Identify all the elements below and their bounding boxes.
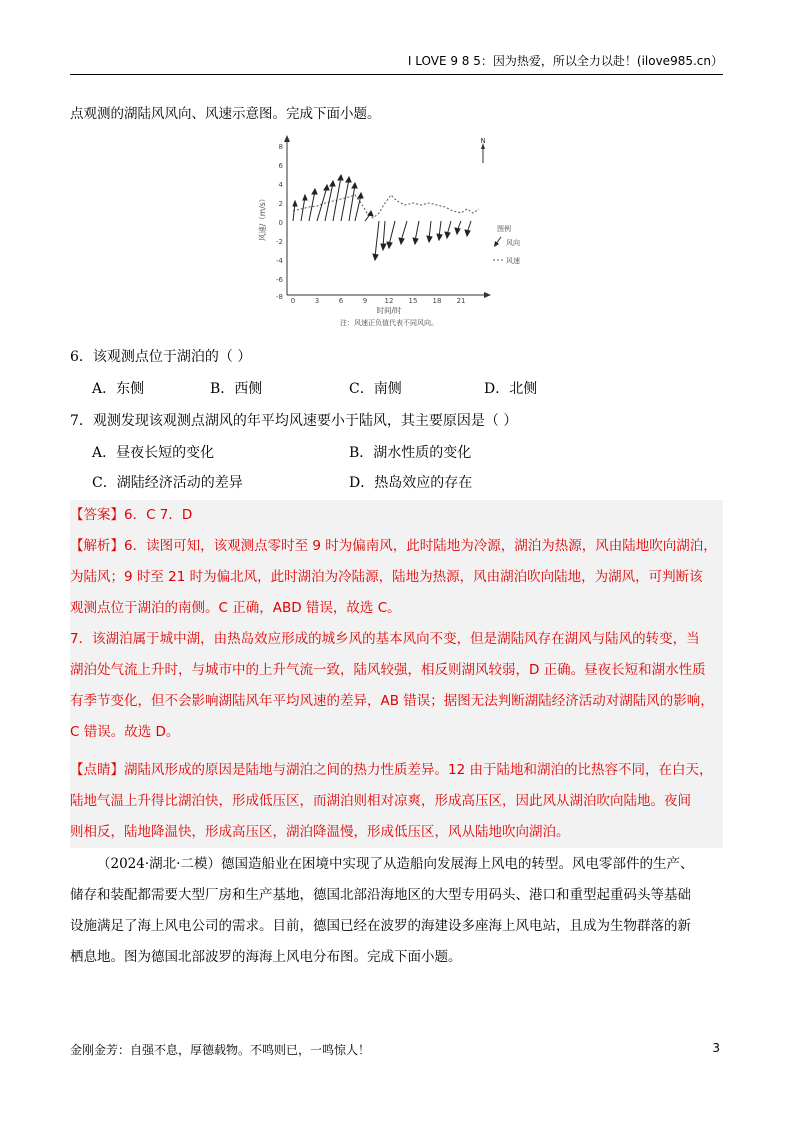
- next-passage-line: 设施满足了海上风电公司的需求。目前，德国已经在波罗的海建设多座海上风电站，且成为生物群落的新: [70, 918, 691, 934]
- y-tick: -2: [276, 238, 283, 246]
- question-7-stem: 7．观测发现该观测点湖风的年平均风速要小于陆风，其主要原因是（ ）: [70, 413, 518, 429]
- y-tick: 0: [278, 219, 283, 227]
- x-tick: 18: [432, 297, 442, 305]
- legend-title: 图例: [497, 225, 511, 233]
- x-axis-label: 时间/时: [376, 306, 402, 315]
- y-axis-arrow: [284, 135, 290, 142]
- q7-option-d: D．热岛效应的存在: [349, 475, 473, 491]
- highlight-line: 则相反，陆地降温快，形成高压区，湖泊降温慢，形成低压区，风从陆地吹向湖泊。: [70, 824, 570, 840]
- x-tick: 21: [456, 297, 466, 305]
- analysis-line: 有季节变化，但不会影响湖陆风年平均风速的差异，AB 错误；据图无法判断湖陆经济活动对湖陆风的影响，: [70, 693, 714, 709]
- legend-speed-label: 风速: [506, 257, 520, 265]
- footer-motto: 金刚金芳：自强不息，厚德载物。不鸣则已，一鸣惊人！: [70, 1043, 371, 1057]
- x-tick: 12: [384, 297, 394, 305]
- direction-arrows: [293, 175, 471, 260]
- highlight-line: 陆地气温上升得比湖泊快，形成低压区，而湖泊则相对凉爽，形成高压区，因此风从湖泊吹向陆地。夜间: [70, 793, 691, 809]
- legend-direction-label: 风向: [506, 239, 520, 247]
- analysis-line: 观测点位于湖泊的南侧。C 正确，ABD 错误，故选 C。: [70, 600, 401, 616]
- q7-option-c: C．湖陆经济活动的差异: [92, 475, 243, 491]
- y-tick: 6: [278, 162, 283, 170]
- q6-option-c: C．南侧: [349, 381, 402, 397]
- q6-option-a: A．东侧: [92, 381, 145, 397]
- wind-chart-svg: [255, 133, 545, 333]
- next-passage-line: 储存和装配都需要大型厂房和生产基地，德国北部沿海地区的大型专用码头、港口和重型起重码头等基础: [70, 887, 691, 903]
- intro-text: 点观测的湖陆风风向、风速示意图。完成下面小题。: [70, 106, 381, 122]
- highlight-line: 【点睛】湖陆风形成的原因是陆地与湖泊之间的热力性质差异。12 由于陆地和湖泊的比热容不同，在白天，: [70, 762, 713, 778]
- legend-direction-arrowhead: [494, 241, 499, 247]
- next-passage-line: 栖息地。图为德国北部波罗的海海上风电分布图。完成下面小题。: [70, 949, 462, 965]
- q7-option-b: B．湖水性质的变化: [349, 445, 472, 461]
- x-tick: 15: [408, 297, 418, 305]
- question-6-stem: 6．该观测点位于湖泊的（ ）: [70, 349, 252, 365]
- y-tick: 4: [278, 181, 283, 189]
- y-axis-label: 风速/（m/s）: [258, 194, 267, 242]
- y-tick: 8: [278, 143, 283, 151]
- x-axis-arrow: [484, 292, 491, 298]
- header-text: I LOVE 9 8 5：因为热爱，所以全力以赴！(ilove985.cn）: [407, 54, 723, 68]
- q6-option-b: B．西侧: [210, 381, 263, 397]
- page-number: 3: [712, 1041, 720, 1055]
- analysis-line: 【解析】6．读图可知，该观测点零时至 9 时为偏南风，此时陆地为冷源，湖泊为热源，风由陆地吹向湖泊，: [70, 538, 717, 554]
- y-tick: 2: [278, 200, 283, 208]
- analysis-line: 7．该湖泊属于城中湖，由热岛效应形成的城乡风的基本风向不变，但是湖陆风存在湖风与陆风的转变，当: [70, 631, 700, 647]
- page-header: [70, 52, 723, 75]
- y-tick: -4: [276, 257, 283, 265]
- q6-option-d: D．北侧: [484, 381, 538, 397]
- chart-note: 注：风速正负值代表不同风向。: [340, 319, 438, 327]
- north-label: N: [480, 137, 486, 145]
- y-tick: -8: [276, 293, 283, 301]
- x-tick: 0: [290, 297, 296, 305]
- q7-option-a: A．昼夜长短的变化: [92, 445, 215, 461]
- y-tick: -6: [276, 276, 283, 284]
- analysis-line: 湖泊处气流上升时，与城市中的上升气流一致，陆风较强，相反则湖风较弱，D 正确。昼夜长短和湖水性质: [70, 662, 706, 678]
- wind-chart-figure: [255, 133, 545, 333]
- answer-line: 【答案】6．C 7．D: [70, 507, 193, 523]
- analysis-line: 为陆风；9 时至 21 时为偏北风，此时湖泊为冷陆源，陆地为热源，风由湖泊吹向陆地，为湖风，可判断该: [70, 569, 703, 585]
- x-tick: 3: [314, 297, 320, 305]
- next-passage-line: （2024·湖北·二模）德国造船业在困境中实现了从造船向发展海上风电的转型。风电零部件的生产、: [97, 856, 694, 872]
- x-tick: 6: [338, 297, 344, 305]
- x-tick: 9: [362, 297, 368, 305]
- analysis-line: C 错误。故选 D。: [70, 724, 180, 740]
